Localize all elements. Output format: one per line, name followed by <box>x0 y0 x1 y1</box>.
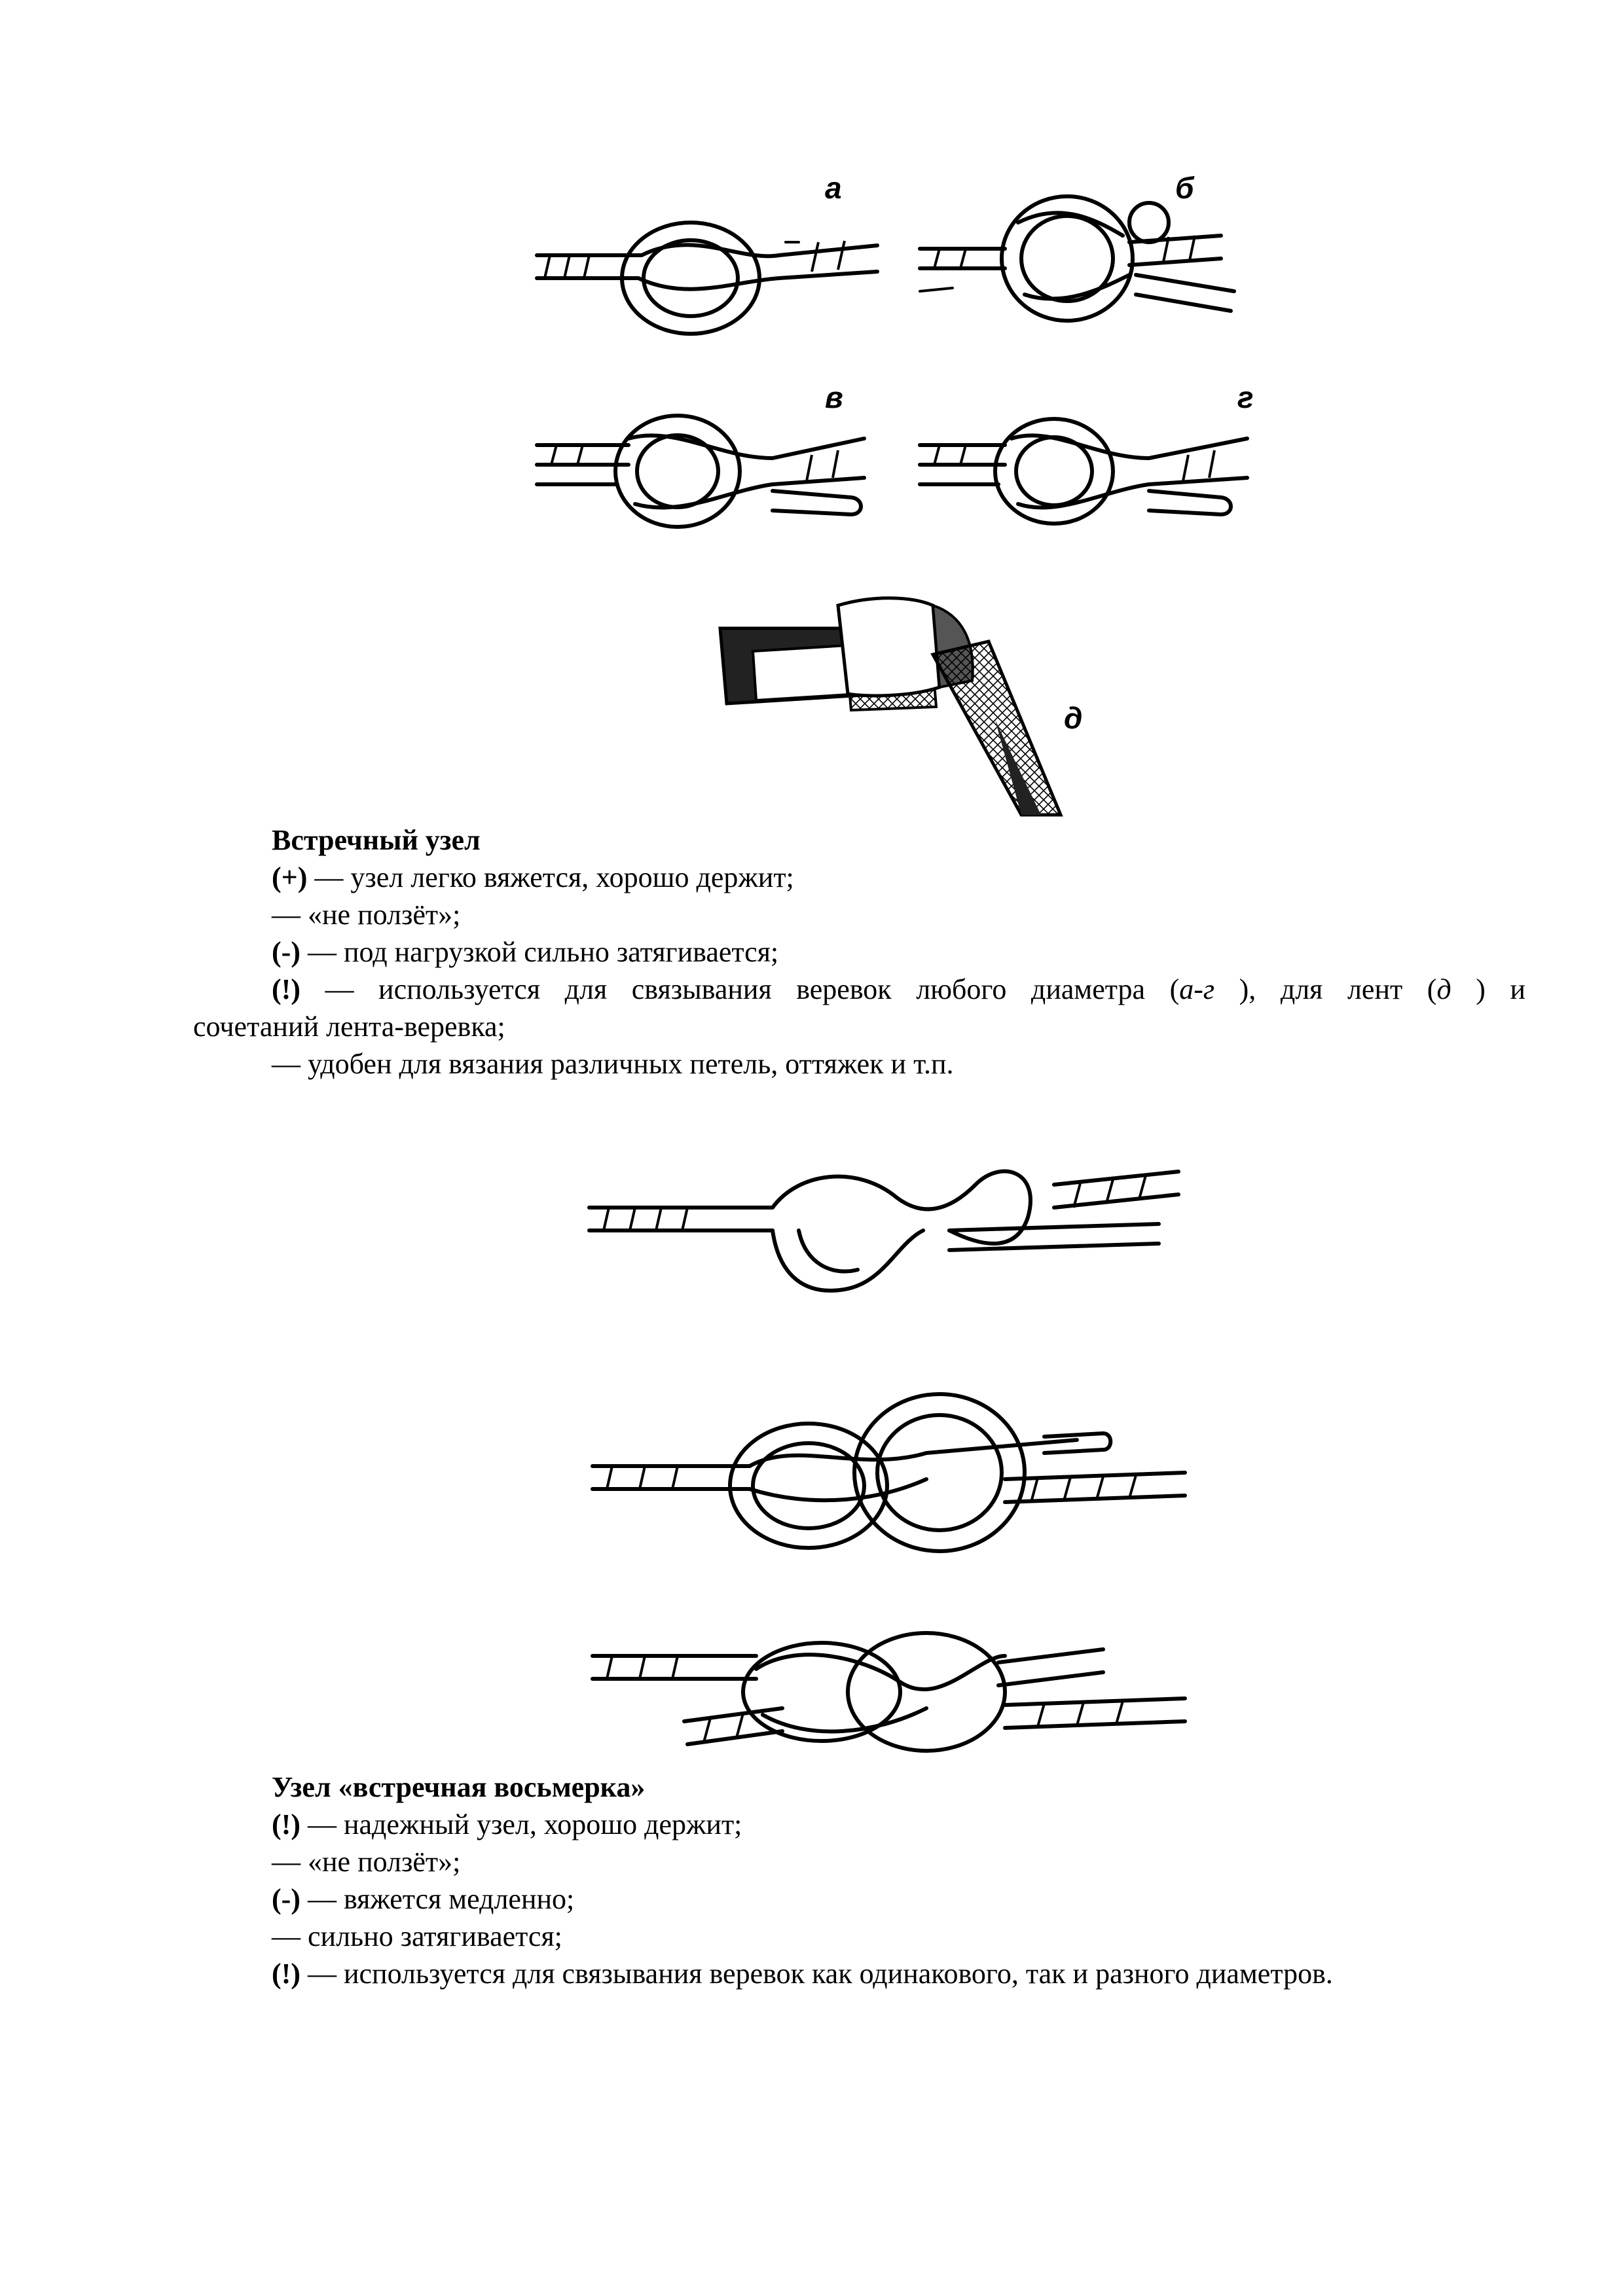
label-b: б <box>1175 171 1194 205</box>
text-content: ) и <box>1451 973 1525 1005</box>
text-content: — узел легко вяжется, хорошо держит; <box>307 861 794 893</box>
text-content: — сильно затягивается; <box>272 1920 562 1952</box>
text-content: — вяжется медленно; <box>300 1883 575 1915</box>
text-line <box>193 1045 1525 1083</box>
text-line <box>193 1843 1525 1880</box>
text-content: — удобен для вязания различных петель, оттяжек и т.п. <box>272 1048 954 1080</box>
text-content: — «не ползёт»; <box>272 1846 461 1878</box>
section-counter-knot <box>193 821 1525 1083</box>
text-line <box>193 1806 1525 1843</box>
label-a: а <box>825 171 842 205</box>
text-line <box>193 1880 1525 1918</box>
text-line <box>193 1918 1525 1955</box>
text-content: — под нагрузкой сильно затягивается; <box>300 936 779 968</box>
figure-ref-a-g: а-г <box>1179 973 1215 1005</box>
text-line <box>193 1955 1525 1992</box>
label-d: д <box>1064 701 1083 735</box>
section-heading: Узел «встречная восьмерка» <box>272 1771 646 1803</box>
text-content: — «не ползёт»; <box>272 899 461 931</box>
figure-eight-step-1 <box>583 1145 1198 1316</box>
label-v: в <box>825 380 843 414</box>
figure-ref-d: д <box>1436 973 1451 1005</box>
text-line <box>193 896 1525 933</box>
text-line <box>193 859 1525 896</box>
knot-illustration-d <box>714 589 1106 825</box>
knot-illustration-b <box>913 171 1280 340</box>
figure-eight-step-2 <box>586 1374 1201 1571</box>
figure-eight-step-3 <box>586 1617 1201 1767</box>
text-content: — надежный узел, хорошо держит; <box>300 1808 742 1840</box>
plus-marker: (+) <box>272 861 308 893</box>
minus-marker: (-) <box>272 936 301 968</box>
section-figure-eight-bend <box>193 1768 1525 1992</box>
minus-marker: (-) <box>272 1883 301 1915</box>
text-line <box>193 971 1525 1008</box>
text-content: — используется для связывания веревок как одинакового, так и разного диаметров. <box>300 1958 1333 1990</box>
exclamation-marker: (!) <box>272 1958 301 1990</box>
label-g: г <box>1237 380 1254 414</box>
knot-illustration-a <box>524 171 890 340</box>
text-line <box>193 933 1525 971</box>
section-heading: Встречный узел <box>272 824 481 856</box>
knot-illustration-g <box>913 380 1280 550</box>
text-line <box>193 1008 1525 1045</box>
knot-illustration-v <box>524 380 890 550</box>
exclamation-marker: (!) <box>272 1808 301 1840</box>
text-content: — используется для связывания веревок любого диаметра ( <box>300 973 1180 1005</box>
exclamation-marker: (!) <box>272 973 301 1005</box>
text-content: ), для лент ( <box>1214 973 1437 1005</box>
text-content: сочетаний лента-веревка; <box>193 1011 505 1043</box>
